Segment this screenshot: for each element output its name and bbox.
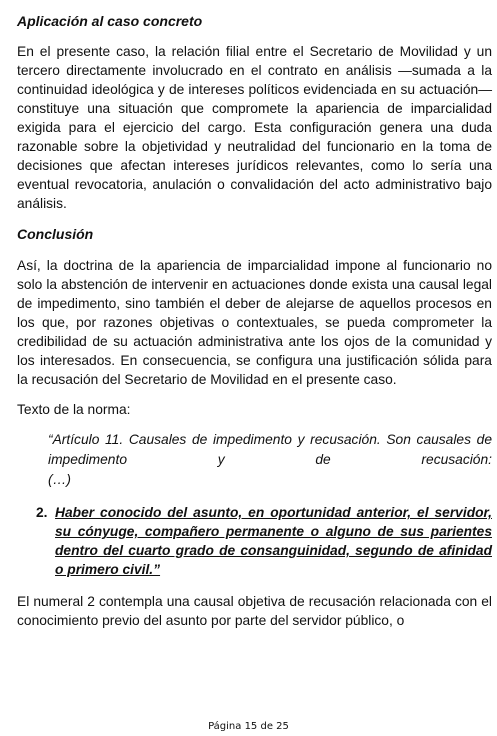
application-paragraph: En el presente caso, la relación filial entre el Secretario de Movilidad y un tercero directamente involucrado en el contrato en análisis —sumada a la continuidad ideológica y de intereses políticos evidenciada en su actuación— constituye una situación que compromete la apariencia de imparcialidad exigida para el ejercicio del cargo. Esta configuración genera una duda razonable sobre la objetividad y neutralidad del funcionario en la toma de decisiones que afectan intereses jurídicos relevantes, como lo sería una eventual revocatoria, anulación o convalidación del acto administrativo bajo análisis. [17,44,492,211]
numbered-item [36,503,492,579]
article-quote-ellipsis: (…) [48,472,71,487]
item-number: 2. [36,505,48,520]
document-page [17,12,492,630]
article-quote-text: “Artículo 11. Causales de impedimento y recusación. Son causales de impedimento y de recusación: [48,432,492,467]
page-number-footer: Página 15 de 25 [208,721,289,732]
norm-intro: Texto de la norma: [17,402,131,417]
article-quote [48,430,492,490]
closing-paragraph: El numeral 2 contempla una causal objetiva de recusación relacionada con el conocimiento previo del asunto por parte del servidor público, o [17,594,492,628]
conclusion-heading: Conclusión [17,226,94,242]
conclusion-paragraph: Así, la doctrina de la apariencia de imparcialidad impone al funcionario no solo la abstención de intervenir en actuaciones donde exista una causal legal de impedimento, sino también el deber de alejarse de aquellos procesos en los que, por razones objetivas o contextuales, se pueda comprometer la credibilidad de su actuación administrativa ante los ojos de la comunidad y los interesados. En consecuencia, se configura una justificación sólida para la recusación del Secretario de Movilidad en el presente caso. [17,258,492,387]
item-text: Haber conocido del asunto, en oportunidad anterior, el servidor, su cónyuge, compañero permanente o alguno de sus parientes dentro del cuarto grado de consanguinidad, segundo de afinidad o primero civil.” [55,505,492,577]
application-heading: Aplicación al caso concreto [17,13,203,29]
